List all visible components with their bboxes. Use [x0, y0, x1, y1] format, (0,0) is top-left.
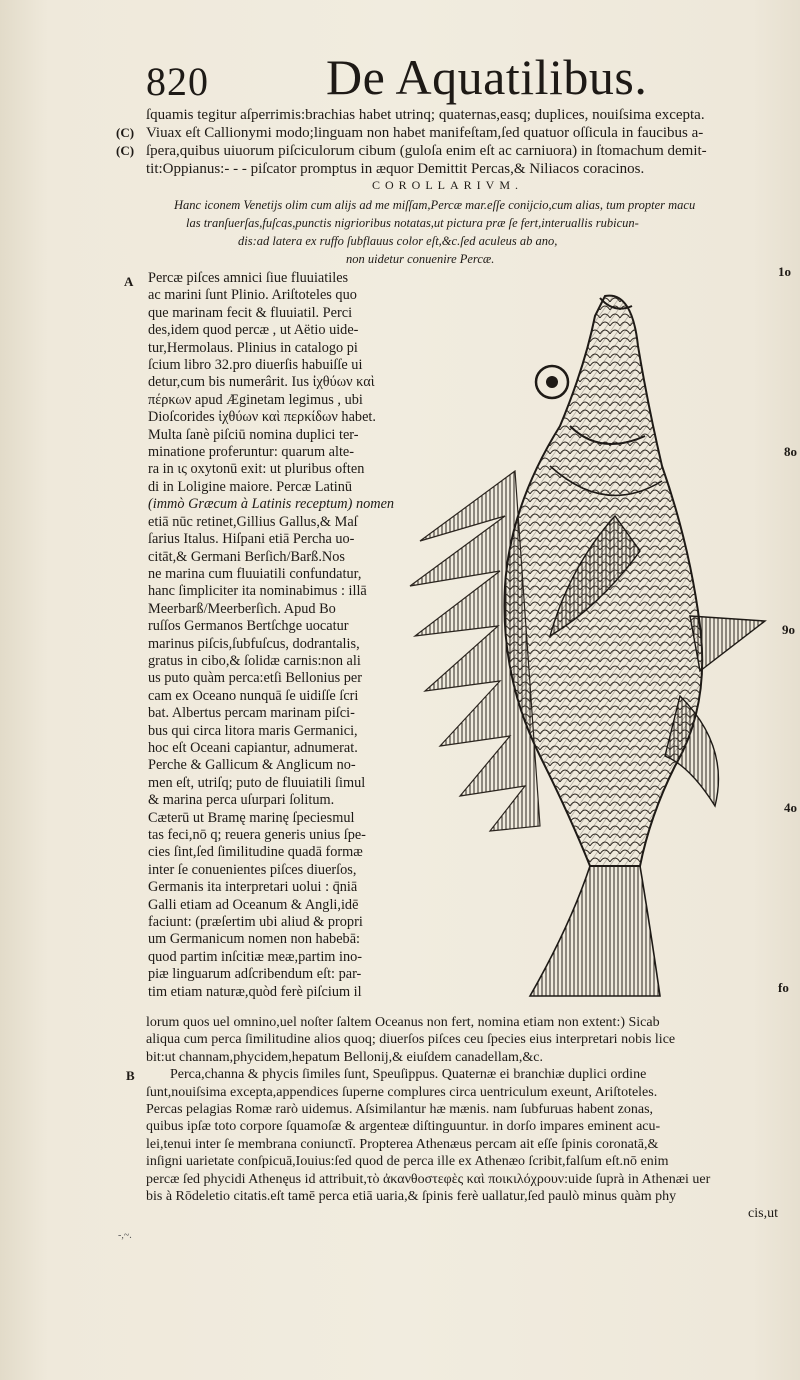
margin-mark: fo — [778, 980, 789, 995]
text-line: Germanis ita interpretari uolui : q̄niā — [148, 879, 358, 896]
italic-note-line: non uidetur conuenire Percæ. — [346, 252, 495, 266]
text-line: minatione proferuntur: quarum alte- — [148, 444, 355, 461]
tail-fin — [530, 866, 660, 996]
page-number: 820 — [146, 59, 209, 104]
text-line: tas feci,nō q; reuera generis unius ſpe- — [148, 827, 366, 843]
text-line: Galli etiam ad Oceanum & Angli,idē — [148, 896, 359, 913]
fish-woodcut-illustration — [400, 286, 780, 1001]
text-column — [148, 270, 410, 1001]
italic-note-line: dis:ad latera ex ruffo ſubflauus color eſt,&c.ſed aculeus ab ano, — [238, 234, 558, 248]
text-line: quibus ipſæ toto corpore ſquamoſæ & argenteæ diſtinguuntur. in dorſo impares eminent acu- — [146, 1119, 661, 1135]
text-line: bis à Rōdeletio citatis.eſt tamē perca etiā uaria,& ſpinis ferè uallatur,ſed paulò minus quàm phy — [146, 1189, 677, 1205]
margin-mark: 8o — [784, 444, 797, 459]
text-line: ſcium libro 32.pro diuerſis habuiſſe ui — [148, 357, 363, 374]
text-line: ſunt,nouiſsima excepta,appendices ſuperne complures circa uentriculum exeunt, Ariſtoteles. — [146, 1084, 658, 1100]
margin-mark: 9o — [782, 622, 795, 637]
text-line: & marina perca uſurpari ſolitum. — [148, 792, 335, 809]
text-line: Perca,channa & phycis ſimiles ſunt, Speuſippus. Quaternæ ei branchiæ duplici ordine — [170, 1067, 647, 1083]
text-line: inſigni uarietate conſpicuā,Iouius:ſed quod de perca ille ex Athenæo ſcribit,falſum eſt.nō enim — [146, 1154, 669, 1170]
text-line: bat. Albertus percam marinam piſci- — [148, 705, 355, 722]
text-line: tim etiam naturæ,quòd ferè piſcium il — [148, 983, 362, 1000]
text-line: Multa ſanè piſciū nomina duplici ter- — [148, 426, 359, 443]
text-line: marinus piſcis,ſubfuſcus, dodrantalis, — [148, 635, 360, 652]
text-line: Perche & Gallicum & Anglicum no- — [148, 757, 356, 774]
text-line: ſquamis tegitur aſperrimis:brachias habet utrinq; quaternas,easq; duplices, nouiſsima excepta. — [146, 107, 705, 123]
footer-mark: -,~. — [118, 1230, 132, 1241]
text-line: Percas pelagias Romæ rarò uidemus. Aſsimilantur hæ mænis. nam ſubfuruas habent zonas, — [146, 1102, 654, 1118]
text-line: ne marina cum fluuiatili confundatur, — [148, 565, 362, 582]
italic-note-line: las tranſuerſas,fuſcas,punctis nigrioribus notatas,ut pictura præ ſe fert,interuallis rubicun- — [186, 216, 639, 230]
margin-mark: B — [126, 1068, 135, 1083]
text-line: bit:ut channam,phycidem,hepatum Bellonij,& eiuſdem canadellam,&c. — [146, 1049, 543, 1065]
text-line: πέρκων apud Æginetam legimus , ubi — [148, 391, 363, 408]
text-line: bus qui circa litora maris Germanici, — [148, 722, 358, 739]
text-line: Percæ piſces amnici ſiue fluuiatiles — [148, 270, 349, 286]
margin-mark: 1o — [778, 264, 791, 279]
text-line: detur,cum bis numerârit. Ius ἰχθύων καὶ — [148, 374, 375, 391]
catchword: cis,ut — [748, 1206, 778, 1222]
text-line: cies ſint,ſed ſimilitudine quadā formæ — [148, 844, 363, 861]
text-line: inter ſe conuenientes piſces diuerſos, — [148, 861, 357, 878]
text-line: tur,Hermolaus. Plinius in catalogo pi — [148, 339, 358, 356]
text-line: hoc eſt Oceani capiantur, adnumerat. — [148, 739, 358, 756]
margin-mark: A — [124, 274, 134, 289]
text-line: ſarius Italus. Hiſpani etiā Percha uo- — [148, 531, 355, 548]
text-line: percæ ſed phycidi Athenęus id attribuit,τὸ ἀκανθοστεφὲς καὶ ποικιλόχρουν:uide ſuprà in Athenæi uer — [146, 1171, 711, 1187]
running-title: De Aquatilibus. — [326, 49, 648, 105]
section-heading: COROLLARIVM. — [372, 178, 524, 192]
text-line: faciunt: (præſertim ubi aliud & propri — [148, 914, 363, 931]
margin-mark: (C) — [116, 125, 135, 140]
text-line: aliqua cum perca ſimilitudine alios quoq; diuerſos piſces ceu ſpecies eius interpretari nobis lice — [146, 1032, 676, 1048]
text-line: Meerbarß/Meerberſich. Apud Bo — [148, 600, 336, 617]
text-line: ſpera,quibus uiuorum piſciculorum cibum (guloſa enim eſt ac carniuora) in ſtomachum demit- — [146, 143, 707, 159]
italic-note-line: Hanc iconem Venetijs olim cum alijs ad me miſſam,Percæ mar.eſſe conijcio,cum alias, tum propter macu — [174, 198, 696, 212]
text-line: etiā nūc retinet,Gillius Gallus,& Maſ — [148, 513, 358, 530]
text-line: di in Loligine maiore. Percæ Latinū — [148, 478, 353, 495]
text-line: gratus in cibo,& ſolidæ carnis:non ali — [148, 652, 361, 669]
text-line: des,idem quod percæ , ut Aëtio uide- — [148, 322, 359, 339]
margin-mark: (C) — [116, 143, 135, 158]
side-fin — [690, 616, 765, 671]
text-line: ra in ις oxytonū exit: ut pluribus often — [148, 461, 365, 478]
text-line: us puto quàm perca:etſi Bellonius per — [148, 670, 363, 687]
text-line: quod partim inſcitiæ meæ,partim ino- — [148, 948, 363, 965]
text-line: men eſt, utriſq; puto de fluuiatili ſimul — [148, 774, 366, 791]
text-line: ac marini ſunt Plinio. Ariſtoteles quo — [148, 287, 357, 304]
text-line: tit:Oppianus:- - - piſcator promptus in æquor Demittit Percas,& Niliacos coracinos. — [146, 161, 645, 177]
text-line: (immò Græcum à Latinis receptum) nomen — [148, 496, 395, 513]
text-line: piæ linguarum adſcribendum eſt: par- — [148, 966, 362, 983]
text-line: citāt,& Germani Berſich/Barß.Nos — [148, 548, 345, 565]
text-line: um Germanicum nomen non habebā: — [148, 931, 361, 948]
text-line: cam ex Oceano nunquā ſe uidiſſe ſcri — [148, 687, 359, 704]
bottom-text-block — [146, 1014, 794, 1223]
text-line: lei,tenui inter ſe membrana coniunctī. Propterea Athenæus percam ait eſſe ſpinis coronatā,& — [146, 1136, 659, 1152]
margin-mark: 4o — [784, 800, 797, 815]
text-line: ruſſos Germanos Bertſchge uocatur — [148, 618, 349, 635]
text-line: Cæterū ut Bramę marinę ſpeciesmul — [148, 809, 355, 826]
text-line: hanc ſimpliciter ita nominabimus : illā — [148, 583, 367, 600]
text-line: Dioſcorides ἰχθύων καὶ περκίδων habet. — [148, 409, 376, 426]
text-line: Viuax eſt Callionymi modo;linguam non habet manifeſtam,ſed quatuor oſſicula in faucibus a- — [146, 125, 704, 141]
text-line: que marinam fecit & fluuiatil. Perci — [148, 304, 353, 321]
text-line: lorum quos uel omnino,uel noſter ſaltem Oceanus non fert, nomina etiam non extent:) Sicab — [146, 1015, 660, 1030]
